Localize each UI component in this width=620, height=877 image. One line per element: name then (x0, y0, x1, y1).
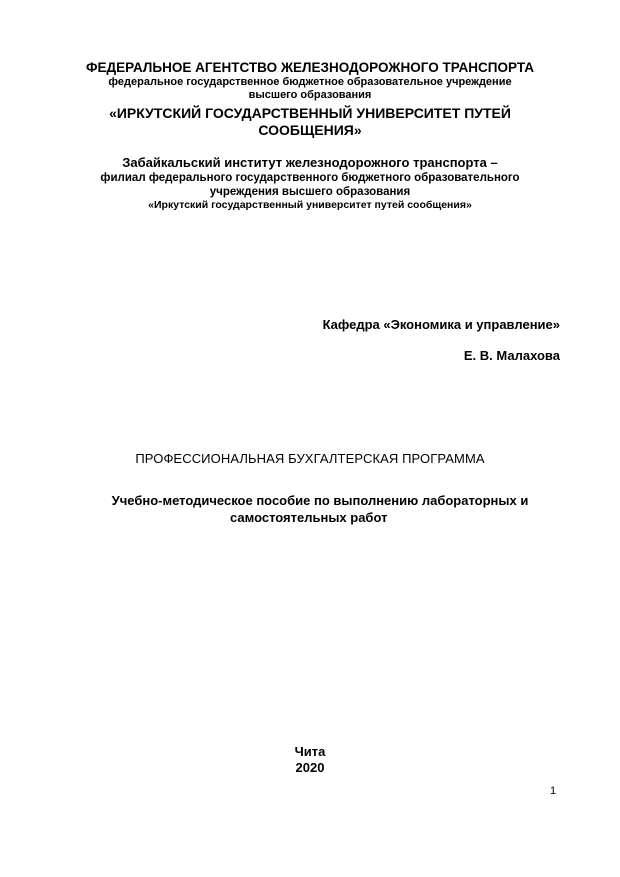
page-number: 1 (550, 785, 557, 797)
department-name: Кафедра «Экономика и управление» (322, 317, 560, 332)
university-name-line-2: СООБЩЕНИЯ» (258, 122, 362, 138)
subtitle-line-2: самостоятельных работ (230, 510, 388, 525)
author-name: Е. В. Малахова (463, 348, 560, 363)
document-subtitle (80, 492, 560, 526)
institution-type-line-2: высшего образования (248, 89, 372, 101)
subtitle-line-1: Учебно-методическое пособие по выполнению лабораторных и (111, 493, 529, 508)
branch-line-2: филиал федерального государственного бюджетного образовательного (100, 172, 520, 184)
city-name: Чита (294, 744, 326, 759)
document-title: ПРОФЕССИОНАЛЬНАЯ БУХГАЛТЕРСКАЯ ПРОГРАММА (135, 451, 485, 466)
university-name-line-1: «ИРКУТСКИЙ ГОСУДАРСТВЕННЫЙ УНИВЕРСИТЕТ ПУТЕЙ (109, 105, 511, 121)
branch-line-1: Забайкальский институт железнодорожного транспорта – (122, 155, 498, 170)
branch-line-4: «Иркутский государственный университет путей сообщения» (148, 199, 472, 211)
institution-type-line-1: федеральное государственное бюджетное образовательное учреждение (108, 76, 512, 88)
header-block (60, 60, 560, 139)
branch-line-3: учреждения высшего образования (209, 186, 411, 198)
agency-name: ФЕДЕРАЛЬНОЕ АГЕНТСТВО ЖЕЛЕЗНОДОРОЖНОГО ТРАНСПОРТА (86, 60, 534, 75)
publication-year: 2020 (295, 760, 325, 775)
branch-block (60, 155, 560, 212)
footer-block (0, 744, 620, 776)
